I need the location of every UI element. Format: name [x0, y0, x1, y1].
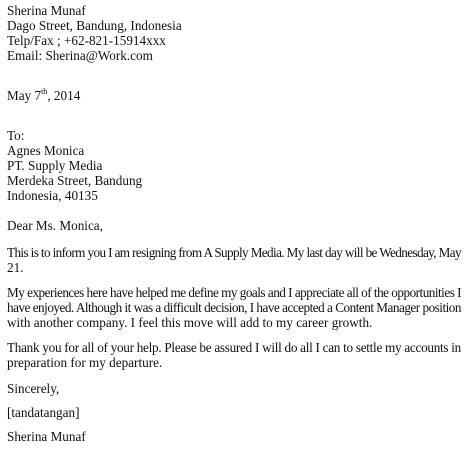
sender-name: Sherina Munaf: [7, 3, 86, 18]
closing: Sincerely,: [7, 381, 60, 396]
salutation: Dear Ms. Monica,: [7, 218, 103, 233]
recipient-street: Merdeka Street, Bandung: [7, 173, 143, 188]
paragraph-2-line-2: have enjoyed. Although it was a difficult decision, I have accepted a Content Manager position: [7, 300, 461, 315]
date-year: , 2014: [47, 88, 81, 103]
recipient-company: PT. Supply Media: [7, 158, 103, 173]
paragraph-3-line-1: Thank you for all of your help. Please be assured I will do all I can to settle my accounts in: [7, 340, 461, 355]
signature-placeholder: [tandatangan]: [7, 405, 80, 420]
sender-email: Email: Sherina@Work.com: [7, 48, 153, 63]
paragraph-2-line-3: with another company. I feel this move will add to my career growth.: [7, 315, 373, 330]
paragraph-1-line-1: This is to inform you I am resigning from A Supply Media. My last day will be Wednesday, May: [7, 245, 461, 260]
recipient-country: Indonesia, 40135: [7, 188, 98, 203]
recipient-to-label: To:: [7, 128, 25, 143]
recipient-name: Agnes Monica: [7, 143, 85, 158]
sender-address: Dago Street, Bandung, Indonesia: [7, 18, 182, 33]
paragraph-1-line-2: 21.: [7, 260, 24, 275]
signer-name: Sherina Munaf: [7, 429, 86, 444]
sender-phone: Telp/Fax ; +62-821-15914xxx: [7, 33, 166, 48]
letter-date: [7, 88, 80, 103]
paragraph-2-line-1: My experiences here have helped me define my goals and I appreciate all of the opportunities I: [7, 285, 461, 300]
date-suffix: th: [41, 86, 48, 96]
paragraph-3-line-2: preparation for my departure.: [7, 355, 163, 370]
date-month-day: May 7: [7, 88, 42, 103]
